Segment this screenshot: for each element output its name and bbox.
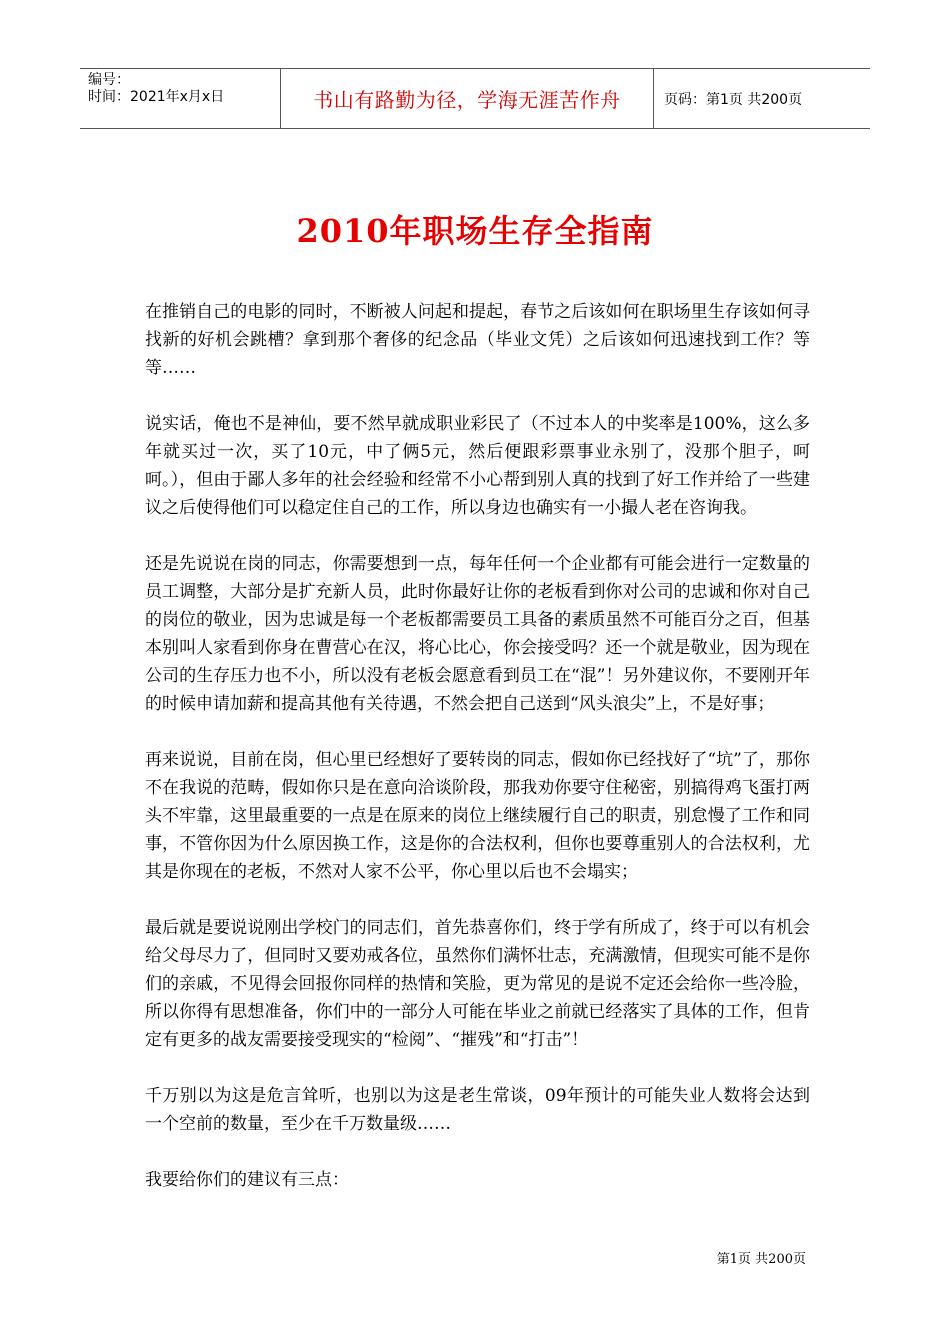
page-header — [80, 68, 870, 129]
paragraph: 最后就是要说说刚出学校门的同志们，首先恭喜你们，终于学有所成了，终于可以有机会给父母尽力了，但同时又要劝戒各位，虽然你们满怀壮志，充满激情，但现实可能不是你们的亲戚，不见得会回报你同样的热情和笑脸，更为常见的是说不定还会给你一些冷脸，所以你得有思想准备，你们中的一部分人可能在毕业之前就已经落实了具体的工作，但肯定有更多的战友需要接受现实的“检阅”、“摧残”和“打击”！ — [145, 918, 810, 1050]
page-footer: 第1页 共200页 — [716, 1252, 806, 1267]
paragraph: 在推销自己的电影的同时，不断被人问起和提起，春节之后该如何在职场里生存该如何寻找新的好机会跳槽？拿到那个奢侈的纪念品（毕业文凭）之后该如何迅速找到工作？等等…… — [145, 302, 810, 378]
header-page-info: 页码：第1页 共200页 — [664, 91, 803, 108]
paragraph: 还是先说说在岗的同志，你需要想到一点，每年任何一个企业都有可能会进行一定数量的员工调整，大部分是扩充新人员，此时你最好让你的老板看到你对公司的忠诚和你对自己的岗位的敬业，因为忠诚是每一个老板都需要员工具备的素质虽然不可能百分之百，但基本别叫人家看到你身在曹营心在汉，将心比心，你会接受吗？还一个就是敬业，因为现在公司的生存压力也不小，所以没有老板会愿意看到员工在“混”！另外建议你，不要刚开年的时候申请加薪和提高其他有关待遇，不然会把自己送到“风头浪尖”上，不是好事； — [145, 554, 810, 714]
paragraph: 说实话，俺也不是神仙，要不然早就成职业彩民了（不过本人的中奖率是100%，这么多年就买过一次，买了10元，中了俩5元，然后便跟彩票事业永别了，没那个胆子，呵呵。），但由于鄙人多年的社会经验和经常不小心帮到别人真的找到了好工作并给了一些建议之后使得他们可以稳定住自己的工作，所以身边也确实有一小撮人老在咨询我。 — [145, 414, 810, 518]
document-body — [145, 298, 810, 1222]
document-title: 2010年职场生存全指南 — [296, 212, 654, 250]
paragraph: 我要给你们的建议有三点： — [145, 1170, 349, 1190]
header-meta — [80, 69, 281, 128]
time-label: 时间：2021年x月x日 — [88, 89, 225, 105]
paragraph: 再来说说，目前在岗，但心里已经想好了要转岗的同志，假如你已经找好了“坑”了，那你不在我说的范畴，假如你只是在意向洽谈阶段，那我劝你要守住秘密，别搞得鸡飞蛋打两头不牢靠，这里最重要的一点是在原来的岗位上继续履行自己的职责，别怠慢了工作和同事，不管你因为什么原因换工作，这是你的合法权利，但你也要尊重别人的合法权利，尤其是你现在的老板，不然对人家不公平，你心里以后也不会塌实； — [145, 750, 810, 882]
paragraph: 千万别以为这是危言耸听，也别以为这是老生常谈，09年预计的可能失业人数将会达到一个空前的数量，至少在千万数量级…… — [145, 1086, 810, 1134]
header-motto: 书山有路勤为径，学海无涯苦作舟 — [281, 69, 654, 128]
serial-label: 编号： — [88, 72, 130, 88]
